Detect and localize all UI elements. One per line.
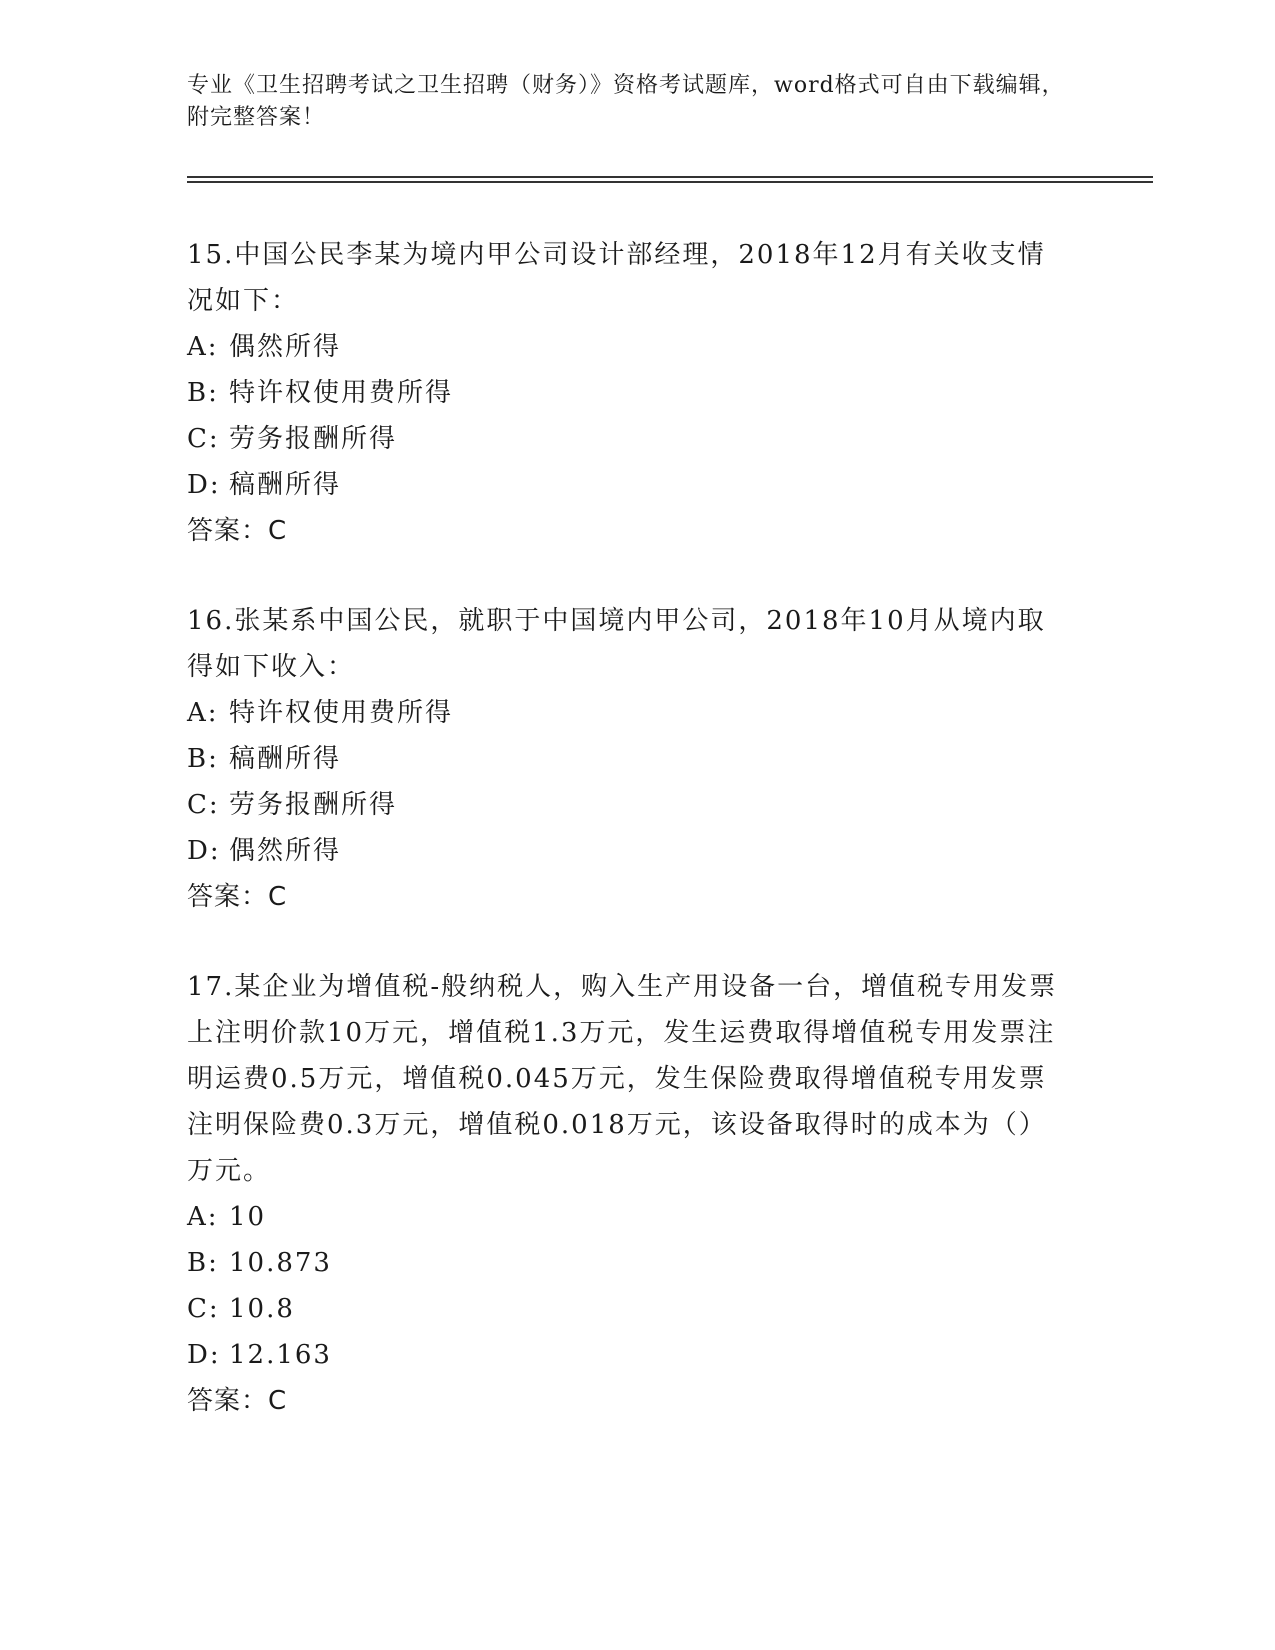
option-b <box>187 736 1067 782</box>
option-c <box>187 1286 1067 1332</box>
option-d <box>187 462 1067 508</box>
option-text: 10.8 <box>229 1294 295 1324</box>
option-a <box>187 690 1067 736</box>
option-text: 稿酬所得 <box>229 744 342 774</box>
question-stem <box>187 598 1067 690</box>
option-text: 10.873 <box>229 1248 332 1278</box>
option-a <box>187 1194 1067 1240</box>
option-key: A: <box>187 698 219 728</box>
question-stem <box>187 964 1067 1194</box>
header-divider-bottom <box>187 181 1153 183</box>
option-text: 偶然所得 <box>229 332 342 362</box>
question-number: 17. <box>187 972 235 1002</box>
option-text: 劳务报酬所得 <box>229 424 398 454</box>
header-divider-top <box>187 176 1153 178</box>
option-c <box>187 782 1067 828</box>
option-b <box>187 370 1067 416</box>
question-17 <box>187 964 1067 1424</box>
document-header <box>187 70 1067 134</box>
question-text: 某企业为增值税-般纳税人，购入生产用设备一台，增值税专用发票上注明价款10万元，增值税1.3万元，发生运费取得增值税专用发票注明运费0.5万元，增值税0.045万元，发生保险费取得增值税专用发票注明保险费0.3万元，增值税0.018万元，该设备取得时的成本为（）万元。 <box>187 972 1058 1186</box>
option-a <box>187 324 1067 370</box>
option-key: D: <box>187 1340 221 1370</box>
answer-line: 答案：C <box>187 882 288 912</box>
question-number: 15. <box>187 240 235 270</box>
option-key: C: <box>187 424 220 454</box>
option-key: B: <box>187 744 219 774</box>
option-text: 特许权使用费所得 <box>229 378 454 408</box>
option-key: B: <box>187 1248 219 1278</box>
option-c <box>187 416 1067 462</box>
question-text: 张某系中国公民，就职于中国境内甲公司，2018年10月从境内取得如下收入： <box>187 606 1046 682</box>
option-key: C: <box>187 790 220 820</box>
option-text: 10 <box>229 1202 267 1232</box>
option-key: B: <box>187 378 219 408</box>
option-key: A: <box>187 1202 219 1232</box>
question-16 <box>187 598 1067 920</box>
option-text: 12.163 <box>229 1340 332 1370</box>
option-text: 偶然所得 <box>229 836 342 866</box>
question-text: 中国公民李某为境内甲公司设计部经理，2018年12月有关收支情况如下： <box>187 240 1046 316</box>
question-stem <box>187 232 1067 324</box>
header-intro-text: 专业《卫生招聘考试之卫生招聘（财务）》资格考试题库，word格式可自由下载编辑，附完整答案！ <box>187 73 1065 130</box>
question-15 <box>187 232 1067 554</box>
answer-line: 答案：C <box>187 1386 288 1416</box>
question-number: 16. <box>187 606 235 636</box>
option-b <box>187 1240 1067 1286</box>
option-key: D: <box>187 836 221 866</box>
option-text: 稿酬所得 <box>229 470 342 500</box>
option-d <box>187 828 1067 874</box>
option-d <box>187 1332 1067 1378</box>
answer-line: 答案：C <box>187 516 288 546</box>
option-key: C: <box>187 1294 220 1324</box>
option-text: 劳务报酬所得 <box>229 790 398 820</box>
option-key: A: <box>187 332 219 362</box>
option-key: D: <box>187 470 221 500</box>
option-text: 特许权使用费所得 <box>229 698 454 728</box>
